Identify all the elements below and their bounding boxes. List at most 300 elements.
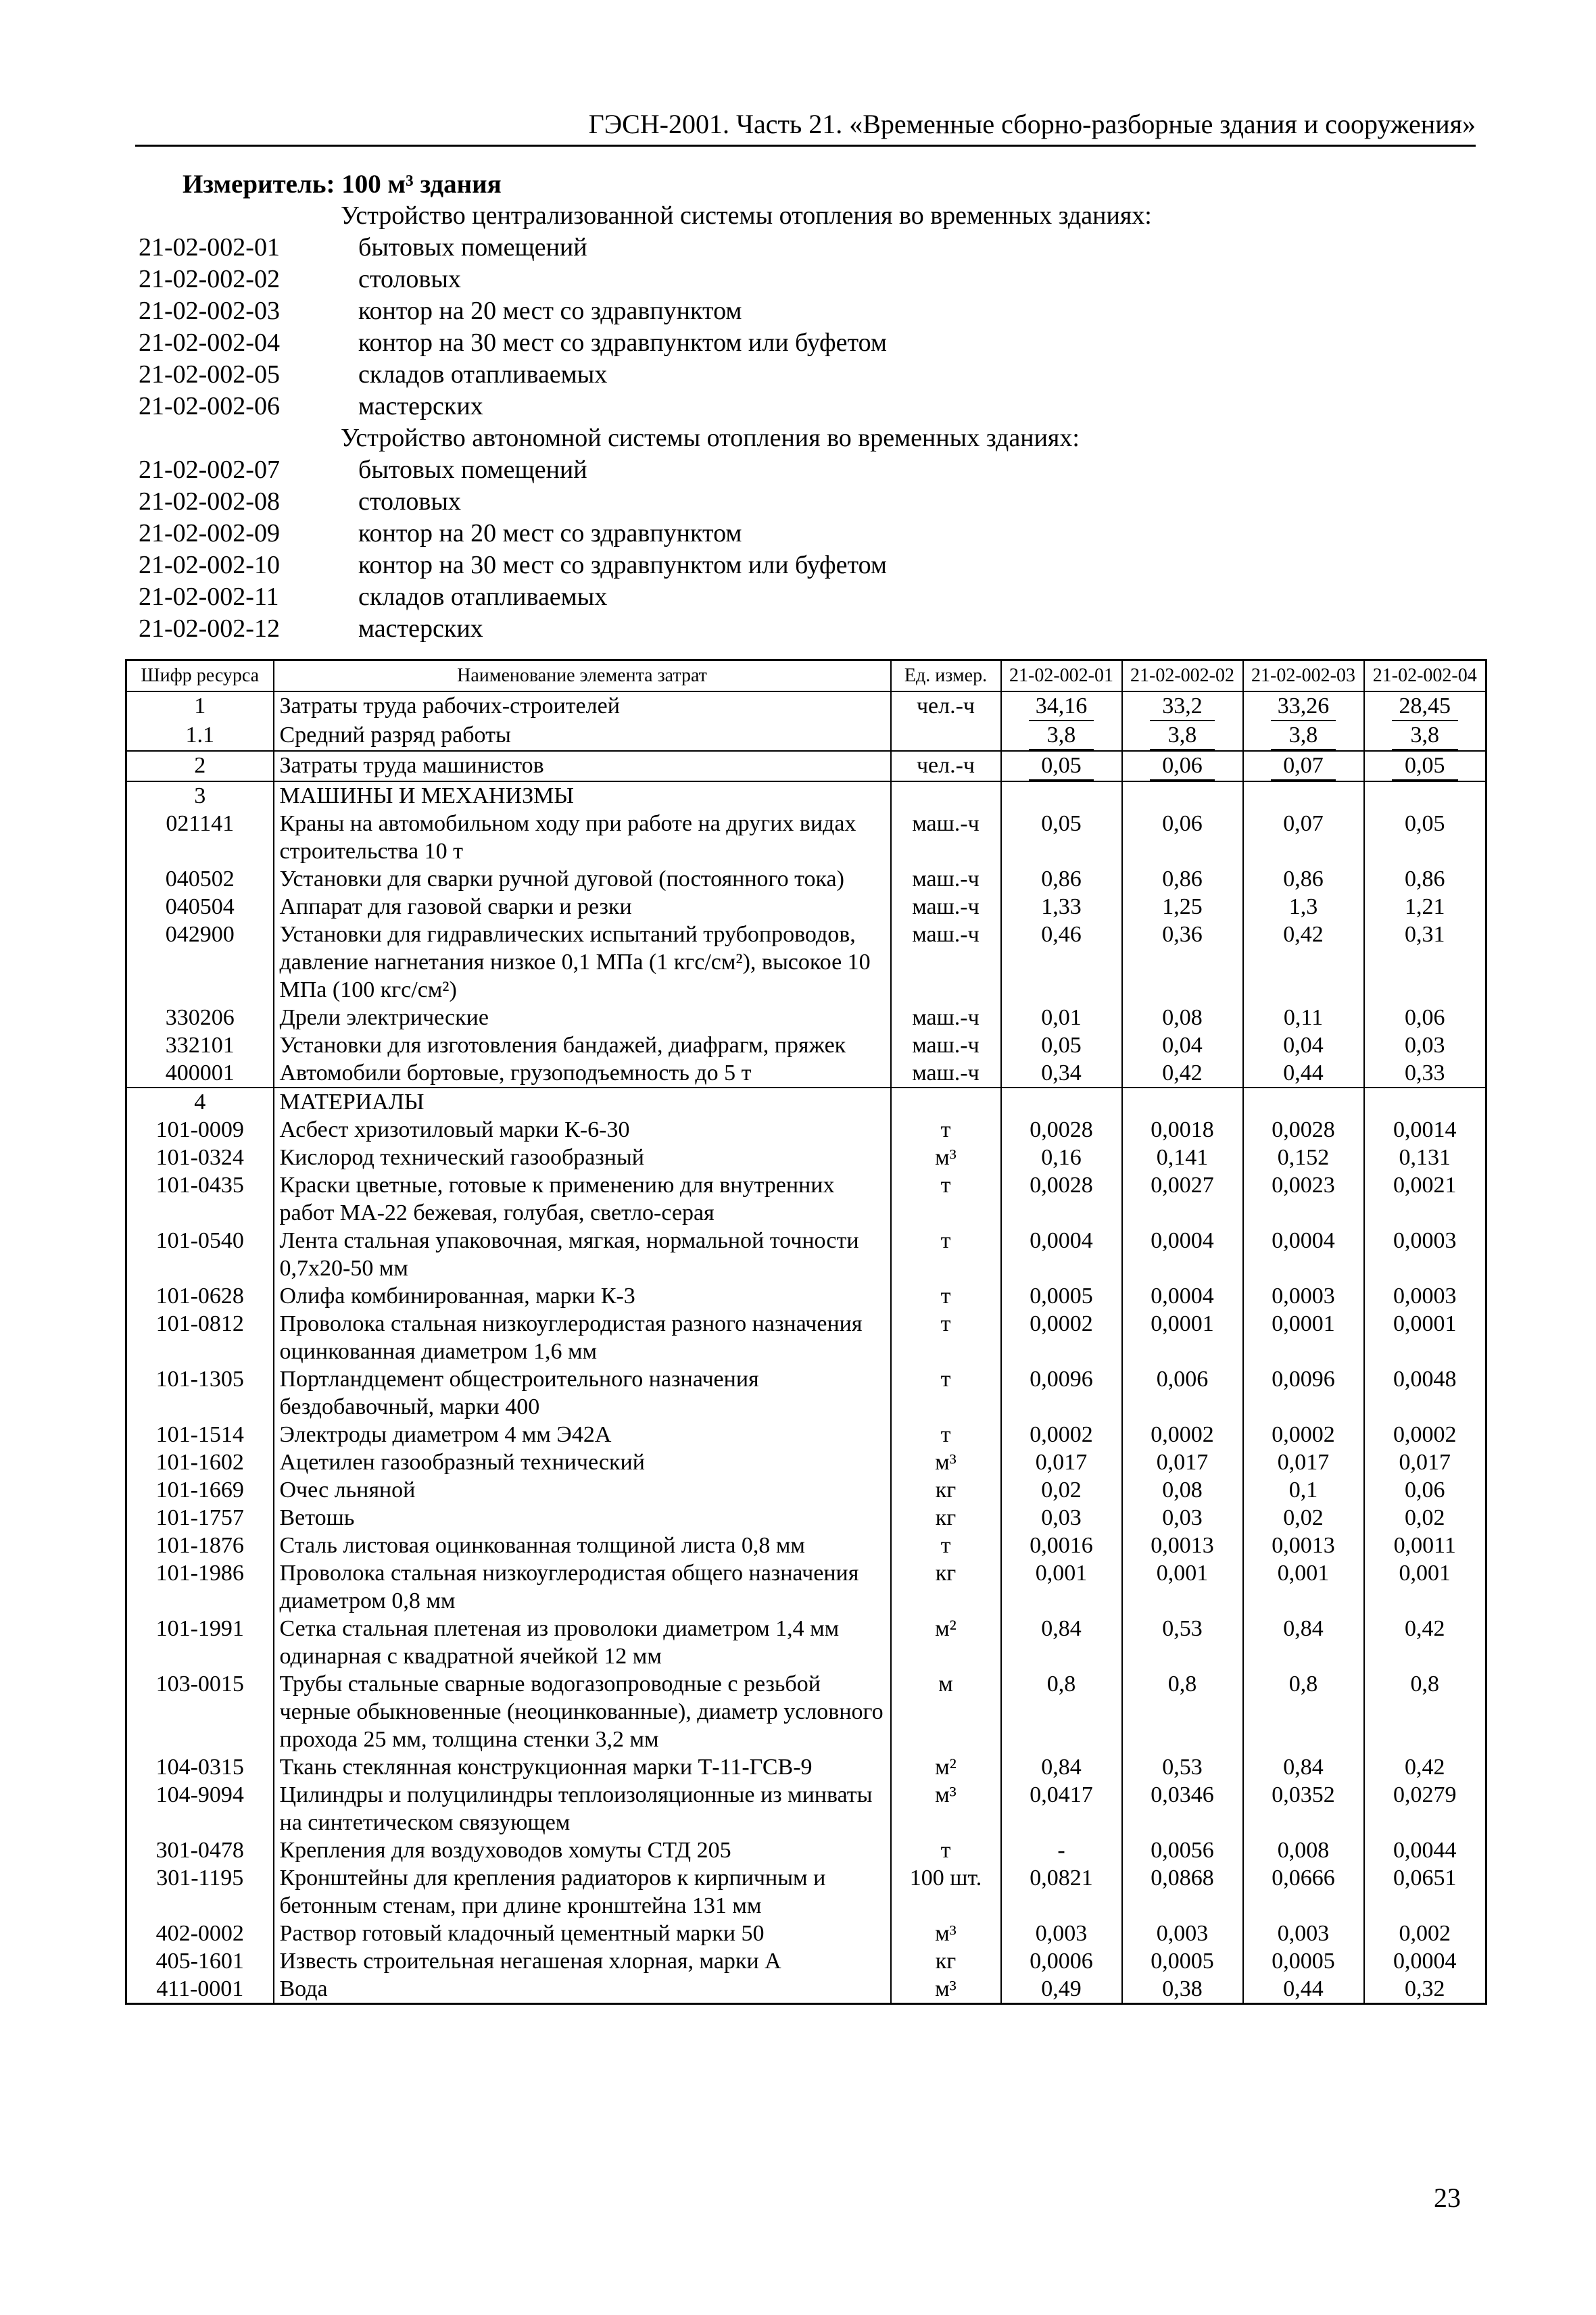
value-cell — [1364, 1947, 1486, 1975]
resource-name: Краны на автомобильном ходу при работе на других видах строительства 10 т — [274, 810, 891, 865]
value-cell — [1243, 1088, 1364, 1116]
resource-code: 101-1986 — [126, 1559, 274, 1615]
page-number: 23 — [1434, 2183, 1461, 2213]
value-cell — [1364, 751, 1486, 781]
table-row — [126, 1920, 1486, 1947]
resource-unit: м³ — [891, 1975, 1001, 2004]
value: 0,38 — [1162, 1976, 1203, 2001]
value-cell — [1122, 1504, 1243, 1532]
code-id: 21-02-002-07 — [139, 456, 280, 484]
value-cell — [1001, 1559, 1122, 1615]
value: 0,34 — [1041, 1061, 1082, 1086]
value: 0,86 — [1405, 867, 1445, 892]
header-unit: Ед. измер. — [891, 660, 1001, 692]
resource-name: Портландцемент общестроительного назначения бездобавочный, марки 400 — [274, 1365, 891, 1421]
code-description: контор на 20 мест со здравпунктом — [358, 519, 742, 547]
value-cell — [1001, 1781, 1122, 1836]
value: 0,44 — [1283, 1976, 1324, 2001]
table-row — [126, 1227, 1486, 1282]
value: 0,0014 — [1393, 1117, 1457, 1142]
value-cell — [1243, 1310, 1364, 1365]
value-cell — [1001, 1004, 1122, 1031]
value: 0,06 — [1162, 811, 1203, 836]
value: 0,44 — [1283, 1061, 1324, 1086]
value: 0,02 — [1041, 1478, 1082, 1503]
code-description: мастерских — [358, 392, 483, 420]
value-cell — [1001, 1227, 1122, 1282]
resource-name: Краски цветные, готовые к применению для внутренних работ МА-22 бежевая, голубая, светло-серая — [274, 1171, 891, 1227]
value: 0,0028 — [1030, 1173, 1093, 1198]
value-cell — [1001, 1116, 1122, 1144]
value-cell — [1364, 1836, 1486, 1864]
resource-name: Трубы стальные сварные водогазопроводные с резьбой черные обыкновенные (неоцинкованные), диаметр условного прохода 25 мм, толщина стенки 3,2 мм — [274, 1670, 891, 1753]
value: 0,003 — [1277, 1921, 1330, 1946]
value-cell — [1001, 751, 1122, 781]
resource-unit: м² — [891, 1753, 1001, 1781]
value: 0,06 — [1150, 752, 1215, 781]
value-cell — [1364, 781, 1486, 810]
value-cell — [1243, 1836, 1364, 1864]
value: 0,003 — [1035, 1921, 1088, 1946]
value: 0,0023 — [1272, 1173, 1335, 1198]
resource-code: 103-0015 — [126, 1670, 274, 1753]
resource-code: 101-1876 — [126, 1532, 274, 1559]
value: 0,03 — [1405, 1033, 1445, 1058]
value-cell — [1364, 1781, 1486, 1836]
value-cell — [1122, 1004, 1243, 1031]
resource-code: 104-0315 — [126, 1753, 274, 1781]
value: 0,32 — [1405, 1976, 1445, 2001]
value-cell — [1122, 1836, 1243, 1864]
table-row — [126, 1615, 1486, 1670]
value: 0,0001 — [1151, 1311, 1214, 1336]
code-id: 21-02-002-02 — [139, 265, 280, 293]
value-cell — [1001, 781, 1122, 810]
value: 0,06 — [1405, 1478, 1445, 1503]
value: 0,53 — [1162, 1616, 1203, 1641]
value-cell — [1243, 1004, 1364, 1031]
value-cell — [1364, 1116, 1486, 1144]
resource-code: 332101 — [126, 1031, 274, 1059]
resource-code: 040504 — [126, 893, 274, 921]
resource-unit — [891, 721, 1001, 751]
value-cell — [1122, 1753, 1243, 1781]
value: 0,11 — [1283, 1005, 1324, 1030]
resource-name: Затраты труда машинистов — [274, 751, 891, 781]
value-cell — [1243, 1171, 1364, 1227]
value: 0,08 — [1162, 1478, 1203, 1503]
resource-name: Проволока стальная низкоуглеродистая разного назначения оцинкованная диаметром 1,6 мм — [274, 1310, 891, 1365]
table-row — [126, 1504, 1486, 1532]
value-cell — [1122, 810, 1243, 865]
header-name: Наименование элемента затрат — [274, 660, 891, 692]
code-item — [139, 327, 1457, 359]
table-row — [126, 893, 1486, 921]
code-group-heading — [139, 422, 1457, 454]
value-cell — [1364, 1171, 1486, 1227]
code-description: складов отапливаемых — [358, 360, 608, 389]
value-cell — [1243, 1476, 1364, 1504]
table-header-row — [126, 660, 1486, 692]
value: 0,05 — [1392, 752, 1458, 781]
value-cell — [1122, 1920, 1243, 1947]
resource-code: 104-9094 — [126, 1781, 274, 1836]
resource-code: 1.1 — [126, 721, 274, 751]
value: 0,8 — [1288, 1672, 1318, 1697]
resource-code: 2 — [126, 751, 274, 781]
value: 33,26 — [1271, 692, 1336, 721]
code-id — [139, 422, 358, 454]
table-row — [126, 1670, 1486, 1753]
code-id: 21-02-002-08 — [139, 487, 280, 516]
code-item — [139, 295, 1457, 327]
table-row — [126, 1116, 1486, 1144]
code-description: столовых — [358, 265, 461, 293]
value-cell — [1364, 1310, 1486, 1365]
value: 0,017 — [1156, 1450, 1209, 1475]
resource-unit: м³ — [891, 1920, 1001, 1947]
value: 0,0048 — [1393, 1367, 1457, 1392]
value-cell — [1001, 1310, 1122, 1365]
value-cell — [1001, 921, 1122, 1004]
value-cell — [1001, 1031, 1122, 1059]
resource-code: 400001 — [126, 1059, 274, 1088]
value-cell — [1243, 1532, 1364, 1559]
resource-code: 411-0001 — [126, 1975, 274, 2004]
value: 3,8 — [1150, 721, 1215, 750]
value-cell — [1001, 1365, 1122, 1421]
table-row — [126, 1448, 1486, 1476]
resource-unit: м³ — [891, 1781, 1001, 1836]
value: 0,0005 — [1030, 1284, 1093, 1309]
value: 0,0028 — [1272, 1117, 1335, 1142]
resource-code: 301-1195 — [126, 1864, 274, 1920]
value-cell — [1001, 893, 1122, 921]
value: 33,2 — [1150, 692, 1215, 721]
value: 0,003 — [1156, 1921, 1209, 1946]
value: 0,0352 — [1272, 1782, 1335, 1807]
resource-name: Цилиндры и полуцилиндры теплоизоляционные из минваты на синтетическом связующем — [274, 1781, 891, 1836]
resource-name: Проволока стальная низкоуглеродистая общего назначения диаметром 0,8 мм — [274, 1559, 891, 1615]
value-cell — [1122, 1116, 1243, 1144]
value-cell — [1122, 1365, 1243, 1421]
value: 0,07 — [1271, 752, 1336, 781]
value-cell — [1122, 1059, 1243, 1088]
value: 0,53 — [1162, 1755, 1203, 1780]
value: 0,017 — [1277, 1450, 1330, 1475]
value-cell — [1122, 1476, 1243, 1504]
value-cell — [1364, 1144, 1486, 1171]
value: 0,017 — [1399, 1450, 1451, 1475]
resource-name: Электроды диаметром 4 мм Э42А — [274, 1421, 891, 1448]
resource-code: 1 — [126, 691, 274, 721]
table-row — [126, 1310, 1486, 1365]
table-row — [126, 1753, 1486, 1781]
resource-name: Установки для гидравлических испытаний трубопроводов, давление нагнетания низкое 0,1 МПа (1 кгс/см²), высокое 10 МПа (100 кгс/см²) — [274, 921, 891, 1004]
resource-name: Очес льняной — [274, 1476, 891, 1504]
resource-code: 040502 — [126, 865, 274, 893]
value: 0,0002 — [1272, 1422, 1335, 1447]
value: 0,0056 — [1151, 1838, 1214, 1863]
value-cell — [1243, 1781, 1364, 1836]
header-col-4: 21-02-002-04 — [1364, 660, 1486, 692]
resource-unit: маш.-ч — [891, 810, 1001, 865]
value-cell — [1364, 1670, 1486, 1753]
value-cell — [1001, 721, 1122, 751]
table-row — [126, 1365, 1486, 1421]
resource-code: 330206 — [126, 1004, 274, 1031]
resource-name: Кронштейны для крепления радиаторов к кирпичным и бетонным стенам, при длине кронштейна 131 мм — [274, 1864, 891, 1920]
value-cell — [1122, 721, 1243, 751]
resource-code: 101-1669 — [126, 1476, 274, 1504]
resource-unit: кг — [891, 1476, 1001, 1504]
code-id: 21-02-002-04 — [139, 328, 280, 357]
value-cell — [1364, 1615, 1486, 1670]
code-item — [139, 359, 1457, 391]
value: 0,05 — [1405, 811, 1445, 836]
value-cell — [1122, 1421, 1243, 1448]
table-row — [126, 1171, 1486, 1227]
value: 0,49 — [1041, 1976, 1082, 2001]
value-cell — [1364, 1559, 1486, 1615]
value-cell — [1001, 1448, 1122, 1476]
table-row — [126, 810, 1486, 865]
value: 0,84 — [1041, 1616, 1082, 1641]
header-col-1: 21-02-002-01 — [1001, 660, 1122, 692]
value: 0,006 — [1156, 1367, 1209, 1392]
code-item — [139, 581, 1457, 613]
resource-unit: маш.-ч — [891, 1031, 1001, 1059]
table-row — [126, 1476, 1486, 1504]
value: 0,0003 — [1393, 1284, 1457, 1309]
value: 0,0005 — [1272, 1949, 1335, 1974]
code-description: контор на 30 мест со здравпунктом или буфетом — [358, 328, 887, 357]
table-row — [126, 1144, 1486, 1171]
value-cell — [1001, 1836, 1122, 1864]
value: 0,0001 — [1272, 1311, 1335, 1336]
value-cell — [1001, 1171, 1122, 1227]
value-cell — [1243, 1504, 1364, 1532]
value: 0,0096 — [1272, 1367, 1335, 1392]
value-cell — [1243, 1282, 1364, 1310]
value: 3,8 — [1271, 721, 1336, 750]
code-id: 21-02-002-09 — [139, 519, 280, 547]
value-cell — [1122, 1031, 1243, 1059]
value: 0,001 — [1035, 1561, 1088, 1586]
value: 0,0027 — [1151, 1173, 1214, 1198]
value-cell — [1122, 691, 1243, 721]
code-description: столовых — [358, 487, 461, 516]
value: 0,01 — [1041, 1005, 1082, 1030]
value-cell — [1122, 1532, 1243, 1559]
value-cell — [1001, 1615, 1122, 1670]
value-cell — [1122, 1559, 1243, 1615]
value: 0,46 — [1041, 922, 1082, 947]
value-cell — [1364, 721, 1486, 751]
header-code: Шифр ресурса — [126, 660, 274, 692]
value-cell — [1122, 1615, 1243, 1670]
header-col-2: 21-02-002-02 — [1122, 660, 1243, 692]
value: 0,42 — [1283, 922, 1324, 947]
code-description: бытовых помещений — [358, 233, 587, 262]
code-id: 21-02-002-01 — [139, 233, 280, 262]
resource-code: 101-1514 — [126, 1421, 274, 1448]
resource-unit: м² — [891, 1615, 1001, 1670]
value-cell — [1243, 810, 1364, 865]
value: 0,0096 — [1030, 1367, 1093, 1392]
resource-code: 101-1757 — [126, 1504, 274, 1532]
value-cell — [1122, 1670, 1243, 1753]
code-id: 21-02-002-06 — [139, 392, 280, 420]
value: 0,86 — [1041, 867, 1082, 892]
value-cell — [1001, 1753, 1122, 1781]
code-item — [139, 232, 1457, 264]
code-description: бытовых помещений — [358, 456, 587, 484]
value-cell — [1243, 691, 1364, 721]
code-description: складов отапливаемых — [358, 583, 608, 611]
resource-unit: т — [891, 1532, 1001, 1559]
value-cell — [1122, 1144, 1243, 1171]
value: 0,0821 — [1030, 1866, 1093, 1891]
code-id: 21-02-002-11 — [139, 583, 279, 611]
value: 0,131 — [1399, 1145, 1451, 1170]
resource-unit: т — [891, 1421, 1001, 1448]
value-cell — [1243, 1559, 1364, 1615]
value-cell — [1364, 1059, 1486, 1088]
resource-code: 101-1991 — [126, 1615, 274, 1670]
value: 0,84 — [1283, 1755, 1324, 1780]
code-description: контор на 20 мест со здравпунктом — [358, 297, 742, 325]
value: 0,0004 — [1393, 1949, 1457, 1974]
table-row — [126, 1532, 1486, 1559]
resource-name: Сетка стальная плетеная из проволоки диаметром 1,4 мм одинарная с квадратной ячейкой 12 мм — [274, 1615, 891, 1670]
resource-code: 021141 — [126, 810, 274, 865]
value-cell — [1364, 1227, 1486, 1282]
value: 0,05 — [1029, 752, 1094, 781]
value: 0,31 — [1405, 922, 1445, 947]
resource-code: 101-0435 — [126, 1171, 274, 1227]
value-cell — [1243, 1615, 1364, 1670]
value-cell — [1243, 1365, 1364, 1421]
value-cell — [1122, 865, 1243, 893]
value: 1,33 — [1041, 894, 1082, 919]
resource-unit: кг — [891, 1947, 1001, 1975]
resource-unit: кг — [891, 1559, 1001, 1615]
resource-name: Крепления для воздуховодов хомуты СТД 205 — [274, 1836, 891, 1864]
value: 0,0666 — [1272, 1866, 1335, 1891]
table-row — [126, 721, 1486, 751]
value: 1,25 — [1162, 894, 1203, 919]
resource-unit: т — [891, 1171, 1001, 1227]
table-row — [126, 1947, 1486, 1975]
value-cell — [1364, 1448, 1486, 1476]
value: - — [1057, 1838, 1065, 1863]
value-cell — [1001, 1864, 1122, 1920]
value: 0,84 — [1283, 1616, 1324, 1641]
value-cell — [1122, 1975, 1243, 2004]
value: 0,152 — [1277, 1145, 1330, 1170]
code-description: мастерских — [358, 614, 483, 643]
value: 0,0002 — [1393, 1422, 1457, 1447]
value-cell — [1122, 1171, 1243, 1227]
value: 0,0013 — [1151, 1533, 1214, 1558]
value: 0,002 — [1399, 1921, 1451, 1946]
value: 0,0004 — [1030, 1228, 1093, 1253]
resource-name: Затраты труда рабочих-строителей — [274, 691, 891, 721]
value: 0,04 — [1162, 1033, 1203, 1058]
value: 0,42 — [1162, 1061, 1203, 1086]
value: 0,141 — [1156, 1145, 1209, 1170]
value: 0,03 — [1041, 1505, 1082, 1530]
table-row — [126, 751, 1486, 781]
value: 0,86 — [1283, 867, 1324, 892]
value: 0,42 — [1405, 1616, 1445, 1641]
value: 0,0002 — [1030, 1311, 1093, 1336]
resource-code: 101-0628 — [126, 1282, 274, 1310]
value: 0,0001 — [1393, 1311, 1457, 1336]
table-row — [126, 1031, 1486, 1059]
value-cell — [1364, 865, 1486, 893]
value: 1,3 — [1288, 894, 1318, 919]
value-cell — [1001, 1947, 1122, 1975]
value: 0,001 — [1156, 1561, 1209, 1586]
table-row — [126, 1059, 1486, 1088]
table-row — [126, 921, 1486, 1004]
value-cell — [1001, 1059, 1122, 1088]
resource-name: Кислород технический газообразный — [274, 1144, 891, 1171]
value: 0,0004 — [1151, 1228, 1214, 1253]
value-cell — [1001, 1421, 1122, 1448]
resource-name: Олифа комбинированная, марки К-3 — [274, 1282, 891, 1310]
value-cell — [1001, 1920, 1122, 1947]
value: 0,0044 — [1393, 1838, 1457, 1863]
value: 0,0005 — [1151, 1949, 1214, 1974]
code-id: 21-02-002-12 — [139, 614, 280, 643]
value: 0,0002 — [1030, 1422, 1093, 1447]
value: 0,0011 — [1393, 1533, 1456, 1558]
value-cell — [1364, 1004, 1486, 1031]
value: 0,1 — [1288, 1478, 1318, 1503]
cost-table — [125, 659, 1487, 2005]
resource-name: Известь строительная негашеная хлорная, марки А — [274, 1947, 891, 1975]
value-cell — [1001, 691, 1122, 721]
value: 0,42 — [1405, 1755, 1445, 1780]
code-item — [139, 486, 1457, 518]
value: 0,04 — [1283, 1033, 1324, 1058]
table-row — [126, 865, 1486, 893]
code-description: Устройство автономной системы отопления во временных зданиях: — [341, 424, 1080, 452]
resource-code: 101-1305 — [126, 1365, 274, 1421]
value-cell — [1122, 1310, 1243, 1365]
value-cell — [1364, 1365, 1486, 1421]
resource-code: 4 — [126, 1088, 274, 1116]
code-description: контор на 30 мест со здравпунктом или буфетом — [358, 551, 887, 579]
resource-unit: т — [891, 1116, 1001, 1144]
value-cell — [1243, 781, 1364, 810]
resource-name: МАТЕРИАЛЫ — [274, 1088, 891, 1116]
table-row — [126, 1004, 1486, 1031]
resource-name: Ткань стеклянная конструкционная марки Т-11-ГСВ-9 — [274, 1753, 891, 1781]
value-cell — [1364, 691, 1486, 721]
code-item — [139, 264, 1457, 295]
value-cell — [1001, 1504, 1122, 1532]
resource-unit: м³ — [891, 1144, 1001, 1171]
value-cell — [1364, 1920, 1486, 1947]
value-cell — [1243, 1753, 1364, 1781]
resource-unit: т — [891, 1227, 1001, 1282]
resource-code: 405-1601 — [126, 1947, 274, 1975]
value: 0,0013 — [1272, 1533, 1335, 1558]
